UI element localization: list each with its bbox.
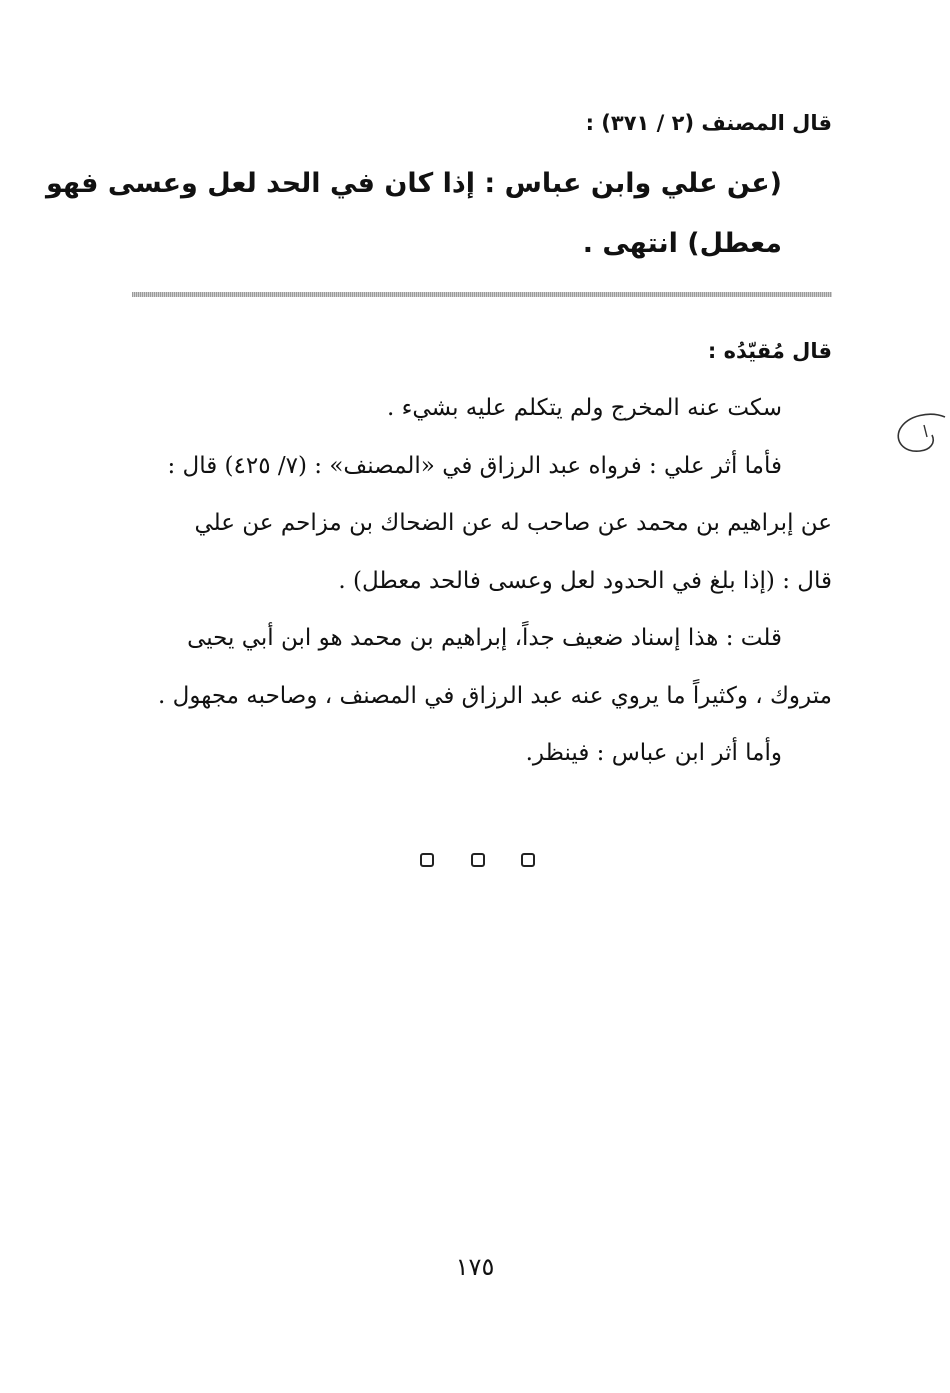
quoted-text [45,154,782,274]
margin-scribble-icon [890,405,950,465]
square-icon [471,853,485,867]
commentary-line: متروك ، وكثيراً ما يروي عنه عبد الرزاق في المصنف ، وصاحبه مجهول . [158,682,832,709]
commentary-line: قال : (إذا بلغ في الحدود لعل وعسى فالحد معطل) . [338,567,832,594]
section-separator-icon [420,853,535,871]
quote-line: معطل) انتهى . [582,228,782,259]
square-icon [420,853,434,867]
commentary-line: فأما أثر علي : فرواه عبد الرزاق في «المصنف» : (٧/ ٤٢٥) قال : [167,452,782,479]
author-heading: قال المصنف (٢ / ٣٧١) : [585,111,832,135]
quote-line: (عن علي وابن عباس : إذا كان في الحد لعل وعسى فهو [45,168,782,199]
commentator-heading: قال مُقيّدُه : [707,339,832,363]
commentary-line: وأما أثر ابن عباس : فينظر. [525,740,782,766]
commentary-line: سكت عنه المخرج ولم يتكلم عليه بشيء . [386,395,782,421]
square-icon [521,853,535,867]
page-number: ١٧٥ [455,1253,495,1281]
commentary-line: عن إبراهيم بن محمد عن صاحب له عن الضحاك بن مزاحم عن علي [194,510,832,536]
commentary-line: قلت : هذا إسناد ضعيف جداً، إبراهيم بن محمد هو ابن أبي يحيى [187,625,782,651]
section-divider [132,292,832,297]
commentary-text [132,380,832,783]
